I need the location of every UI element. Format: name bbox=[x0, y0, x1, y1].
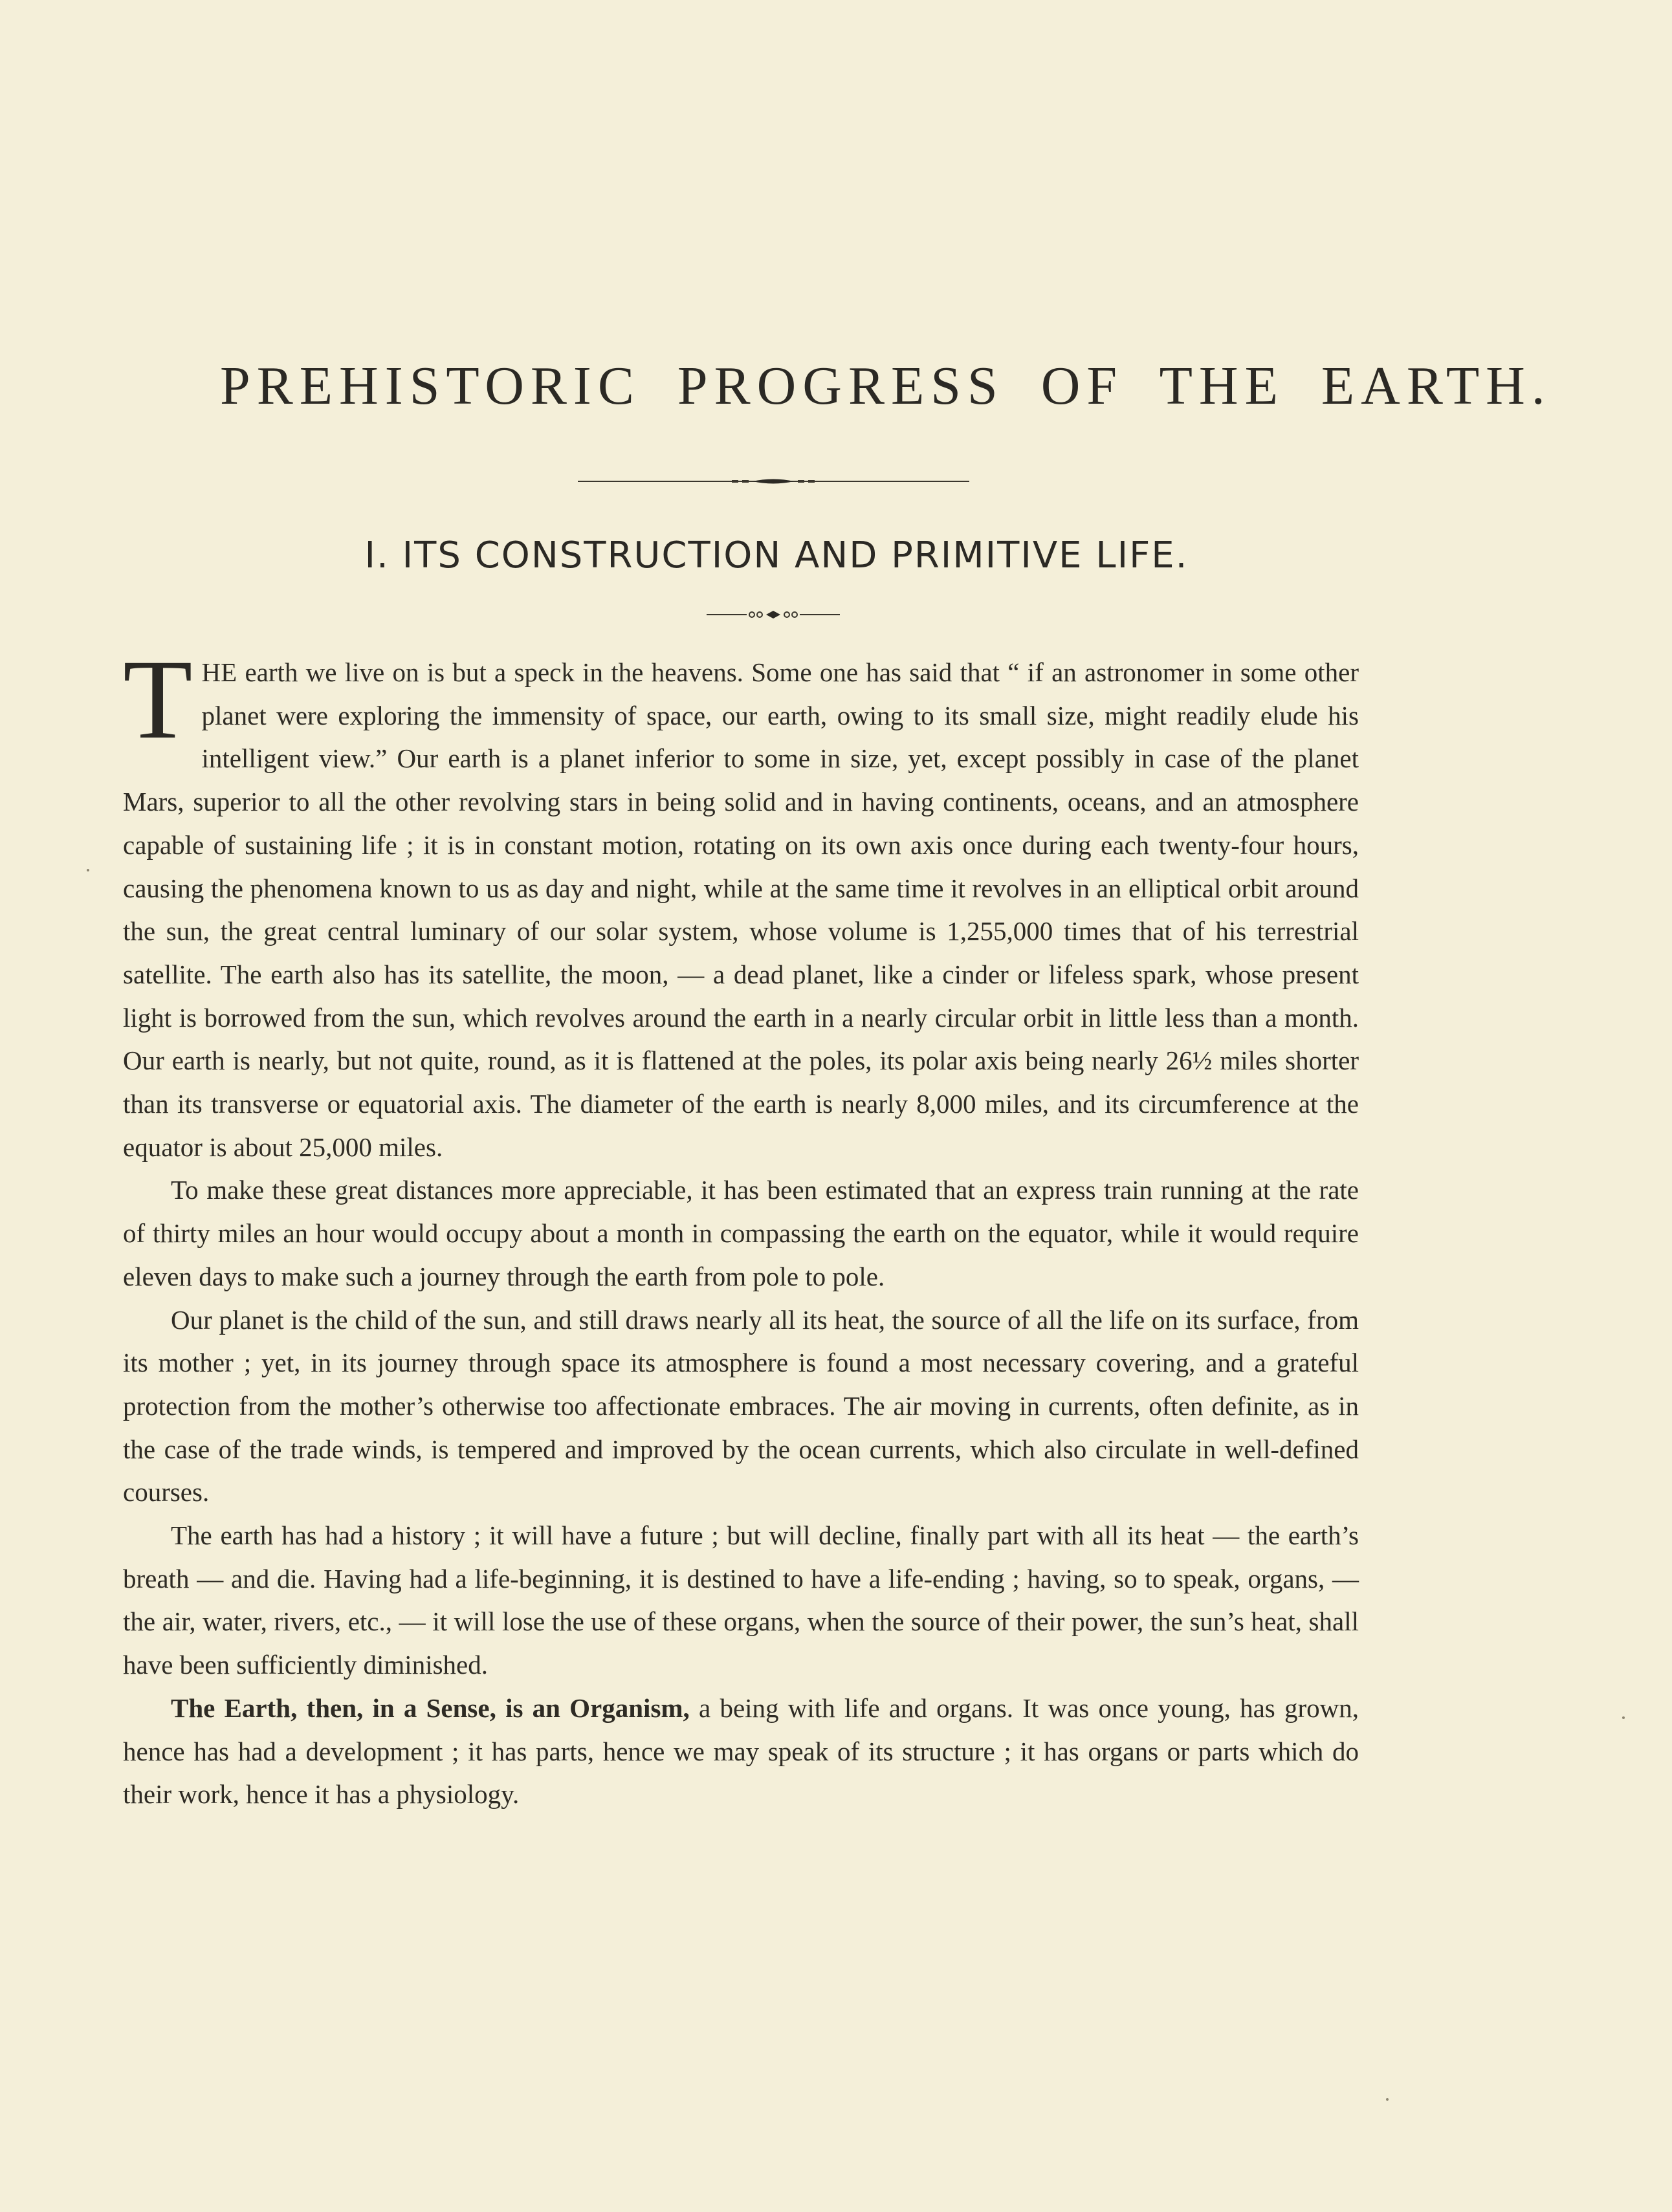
body-text bbox=[123, 637, 1359, 1816]
paragraph-2: To make these great distances more appreciable, it has been estimated that an express train running at the rate of thirty miles an hour would occupy about a month in compassing the earth on the equator, while it would require eleven days to make such a journey through the earth from pole to pole. bbox=[123, 1175, 1359, 1291]
section-ornament-rule bbox=[707, 609, 840, 620]
paragraph-5-text: a being with life and organs. It was once young, has grown, hence has had a development ; it has parts, hence we may speak of its structure ; it has organs or parts which do their work, hence it has a physiology. bbox=[123, 1692, 1359, 1810]
paper-speck bbox=[87, 869, 89, 871]
paragraph-4: The earth has had a history ; it will have a future ; but will decline, finally part with all its heat — the earth’s breath — and die. Having had a life-beginning, it is destined to have a life-ending ; having, so to speak, organs, — the air, water, rivers, etc., — it will lose the use of these organs, when the source of their power, the sun’s heat, shall have been sufficiently diminished. bbox=[123, 1520, 1359, 1680]
paragraph-5-lead: The Earth, then, in a Sense, is an Organism, bbox=[171, 1692, 690, 1723]
paper-speck bbox=[1622, 1716, 1625, 1719]
paragraph-1-text: HE earth we live on is but a speck in the heavens. Some one has said that “ if an astronomer in some other planet were exploring the immensity of space, our earth, owing to its small size, might readily elude his intelligent view.” Our earth is a planet inferior to some in size, yet, except possibly in case of the planet Mars, superior to all the other revolving stars in being solid and in having continents, oceans, and an atmosphere capable of sustaining life ; it is in constant motion, rotating on its own axis once during each twenty-four hours, causing the phenomena known to us as day and night, while at the same time it revolves in an elliptical orbit around the sun, the great central luminary of our solar system, whose volume is 1,255,000 times that of his terrestrial satellite. The earth also has its satellite, the moon, — a dead planet, like a cinder or lifeless spark, whose present light is borrowed from the sun, which revolves around the earth in a nearly circular orbit in little less than a month. Our earth is nearly, but not quite, round, as it is flattened at the poles, its polar axis being nearly 26½ miles shorter than its transverse or equatorial axis. The diameter of the earth is nearly 8,000 miles, and its circumference at the equator is about 25,000 miles. bbox=[123, 657, 1359, 1162]
paper-speck bbox=[1386, 2098, 1389, 2101]
section-heading: I. ITS CONSTRUCTION AND PRIMITIVE LIFE. bbox=[364, 534, 1189, 576]
paragraph-3: Our planet is the child of the sun, and still draws nearly all its heat, the source of all the life on its surface, from its mother ; yet, in its journey through space its atmosphere is found a most necessary covering, and a grateful protection from the mother’s otherwise too affectionate embraces. The air moving in currents, often definite, as in the case of the trade winds, is tempered and improved by the ocean currents, which also circulate in well-defined courses. bbox=[123, 1304, 1359, 1507]
drop-cap: T bbox=[123, 637, 193, 763]
page-title: PREHISTORIC PROGRESS OF THE EARTH. bbox=[220, 356, 1552, 416]
title-ornament-rule bbox=[578, 477, 969, 486]
paragraph-1 bbox=[123, 637, 1359, 1168]
paragraph-5 bbox=[123, 1687, 1359, 1816]
